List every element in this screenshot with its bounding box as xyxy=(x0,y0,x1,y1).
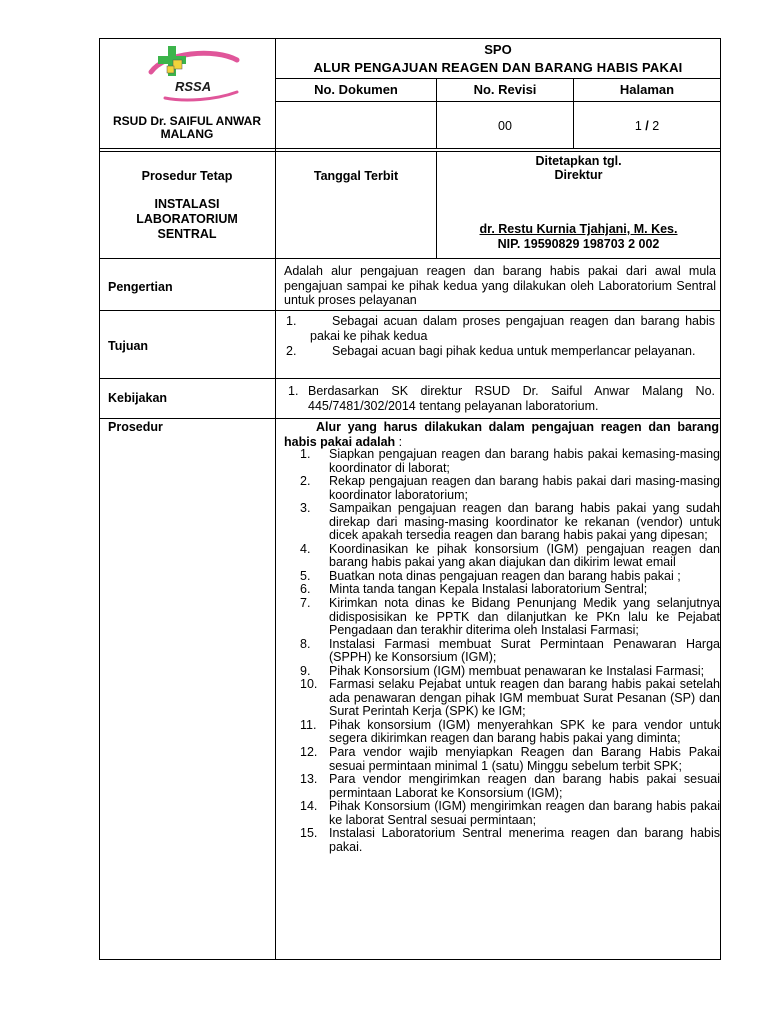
kebijakan-label: Kebijakan xyxy=(108,391,168,405)
unit-name: INSTALASI LABORATORIUM SENTRAL xyxy=(136,197,238,241)
step-number: 7. xyxy=(300,596,311,611)
kebijakan-list xyxy=(288,384,715,413)
col-doc-label: No. Dokumen xyxy=(314,82,398,97)
procedure-step xyxy=(300,638,720,665)
step-text: Para vendor wajib menyiapkan Reagen dan Barang Habis Pakai sesuai permintaan minimal 1 (satu) Minggu sebelum terbit SPK; xyxy=(329,745,720,773)
step-text: Kirimkan nota dinas ke Bidang Penunjang Medik yang selanjutnya didisposisikan ke PPTK dan dilanjutkan ke PKn lalu ke Pejabat Pengadaan dan terakhir diterima oleh Instalasi Farmasi; xyxy=(329,596,720,638)
procedure-step xyxy=(300,827,720,854)
table-border-bottom xyxy=(99,959,721,960)
step-text: Instalasi Farmasi membuat Surat Permintaan Penawaran Harga (SPPH) ke Konsorsium (IGM); xyxy=(329,636,720,665)
section2-top xyxy=(99,151,721,152)
procedure-step xyxy=(300,475,720,502)
tanggal-terbit-label: Tanggal Terbit xyxy=(313,169,399,183)
rssa-logo-icon xyxy=(145,42,245,102)
step-number: 1. xyxy=(300,447,311,461)
step-text: Instalasi Laboratorium Sentral menerima reagen dan barang habis pakai. xyxy=(329,826,720,854)
procedure-step xyxy=(300,665,720,679)
item-number: 2. xyxy=(286,344,297,358)
page-value xyxy=(574,119,720,133)
item-number: 1. xyxy=(286,314,297,328)
prosedur-steps xyxy=(300,448,720,854)
item-text: Berdasarkan SK direktur RSUD Dr. Saiful Anwar Malang No. 445/7481/302/2014 tentang pelayanan laboratorium. xyxy=(308,384,715,413)
title-divider xyxy=(275,78,721,79)
step-text: Rekap pengajuan reagen dan barang habis pakai dari masing-masing koordinator laboratorium; xyxy=(329,474,720,502)
page-total: 2 xyxy=(652,119,660,133)
step-number: 13. xyxy=(300,772,318,787)
hospital-logo xyxy=(145,42,245,102)
list-item xyxy=(286,314,715,343)
revision-value: 00 xyxy=(498,119,512,133)
step-text: Pihak Konsorsium (IGM) mengirimkan reagen dan barang habis pakai ke laborat Sentral sesuai permintaan; xyxy=(329,799,720,827)
step-text: Buatkan nota dinas pengajuan reagen dan barang habis pakai ; xyxy=(329,568,681,583)
header-row-divider xyxy=(275,101,721,102)
page-separator: / xyxy=(645,119,649,133)
signatory-name: dr. Restu Kurnia Tjahjani, M. Kes. xyxy=(479,222,678,236)
item-text: Sebagai acuan bagi pihak kedua untuk memperlancar pelayanan. xyxy=(332,344,696,358)
table-border-right xyxy=(720,38,721,960)
svg-text:RSSA: RSSA xyxy=(175,79,212,94)
table-border-left xyxy=(99,38,100,960)
step-number: 3. xyxy=(300,501,311,516)
list-item xyxy=(286,344,715,359)
procedure-step xyxy=(300,746,720,773)
list-item xyxy=(288,384,715,413)
section2-bottom xyxy=(99,258,721,259)
step-number: 12. xyxy=(300,745,318,760)
step-number: 6. xyxy=(300,582,311,597)
step-text: Sampaikan pengajuan reagen dan barang habis pakai yang sudah direkap dari masing-masing koordinator ke rekanan (vendor) untuk dicek apakah tersedia reagen dan barang habis pakai yang dipesan; xyxy=(329,501,720,543)
step-text: Siapkan pengajuan reagen dan barang habis pakai kemasing-masing koordinator di laborat; xyxy=(329,447,720,475)
doc-type: SPO xyxy=(484,42,512,57)
tujuan-label: Tujuan xyxy=(108,339,149,353)
procedure-step xyxy=(300,719,720,746)
kebijakan-bottom xyxy=(99,418,721,419)
step-number: 14. xyxy=(300,799,318,814)
prosedur-label: Prosedur xyxy=(108,420,163,434)
procedure-step xyxy=(300,678,720,719)
col-rev-label: No. Revisi xyxy=(473,82,537,97)
pengertian-bottom xyxy=(99,310,721,311)
ditetapkan-label: Ditetapkan tgl. xyxy=(535,154,622,168)
protap-label: Prosedur Tetap xyxy=(141,169,233,183)
prosedur-intro xyxy=(284,420,719,449)
hospital-name: RSUD Dr. SAIFUL ANWAR MALANG xyxy=(112,114,261,141)
step-number: 8. xyxy=(300,636,311,651)
col-page-label: Halaman xyxy=(619,82,675,97)
pengertian-text: Adalah alur pengajuan reagen dan barang habis pakai dari awal mula pengajuan sampai ke pihak kedua yang dilakukan oleh Laboratorium Sentral untuk proses pelayanan xyxy=(284,264,716,307)
procedure-step xyxy=(300,543,720,570)
header-bottom xyxy=(99,148,721,149)
step-text: Koordinasikan ke pihak konsorsium (IGM) pengajuan reagen dan barang habis pakai yang akan diajukan dan dikirim lewat email xyxy=(329,541,720,570)
table-border-top xyxy=(99,38,721,39)
step-text: Minta tanda tangan Kepala Instalasi laboratorium Sentral; xyxy=(329,582,648,597)
tujuan-list xyxy=(286,314,715,359)
step-text: Para vendor mengirimkan reagen dan barang habis pakai sesuai permintaan Laborat ke Konsorsium (IGM); xyxy=(329,772,720,800)
prosedur-intro-tail: : xyxy=(395,434,403,449)
step-number: 10. xyxy=(300,677,318,692)
step-number: 9. xyxy=(300,663,311,678)
procedure-step xyxy=(300,570,720,584)
page-current: 1 xyxy=(634,119,642,133)
step-text: Pihak Konsorsium (IGM) membuat penawaran ke Instalasi Farmasi; xyxy=(329,663,705,678)
step-number: 5. xyxy=(300,568,311,583)
step-number: 11. xyxy=(300,717,317,732)
procedure-step xyxy=(300,583,720,597)
procedure-step xyxy=(300,448,720,475)
procedure-step xyxy=(300,773,720,800)
tujuan-bottom xyxy=(99,378,721,379)
prosedur-intro-bold: Alur yang harus dilakukan dalam pengajuan reagen dan barang habis pakai adalah xyxy=(284,420,719,449)
step-text: Pihak konsorsium (IGM) menyerahkan SPK ke para vendor untuk segera dikirimkan reagen dan barang habis pakai yang diminta; xyxy=(329,717,720,746)
item-text: Sebagai acuan dalam proses pengajuan reagen dan barang habis pakai ke pihak kedua xyxy=(310,314,715,343)
procedure-step xyxy=(300,597,720,638)
step-text: Farmasi selaku Pejabat untuk reagen dan barang habis pakai setelah ada penawaran dengan pihak IGM membuat Surat Pesanan (SP) dan Surat Perintah Kerja (SPK) ke IGM; xyxy=(329,677,720,719)
procedure-step xyxy=(300,800,720,827)
procedure-step xyxy=(300,502,720,543)
step-number: 15. xyxy=(300,826,318,841)
item-number: 1. xyxy=(288,384,299,398)
step-number: 4. xyxy=(300,541,311,556)
direktur-label: Direktur xyxy=(554,168,603,182)
step-number: 2. xyxy=(300,474,311,489)
doc-title: ALUR PENGAJUAN REAGEN DAN BARANG HABIS PAKAI xyxy=(313,60,683,75)
signatory-nip: NIP. 19590829 198703 2 002 xyxy=(497,237,660,251)
pengertian-label: Pengertian xyxy=(108,280,173,294)
